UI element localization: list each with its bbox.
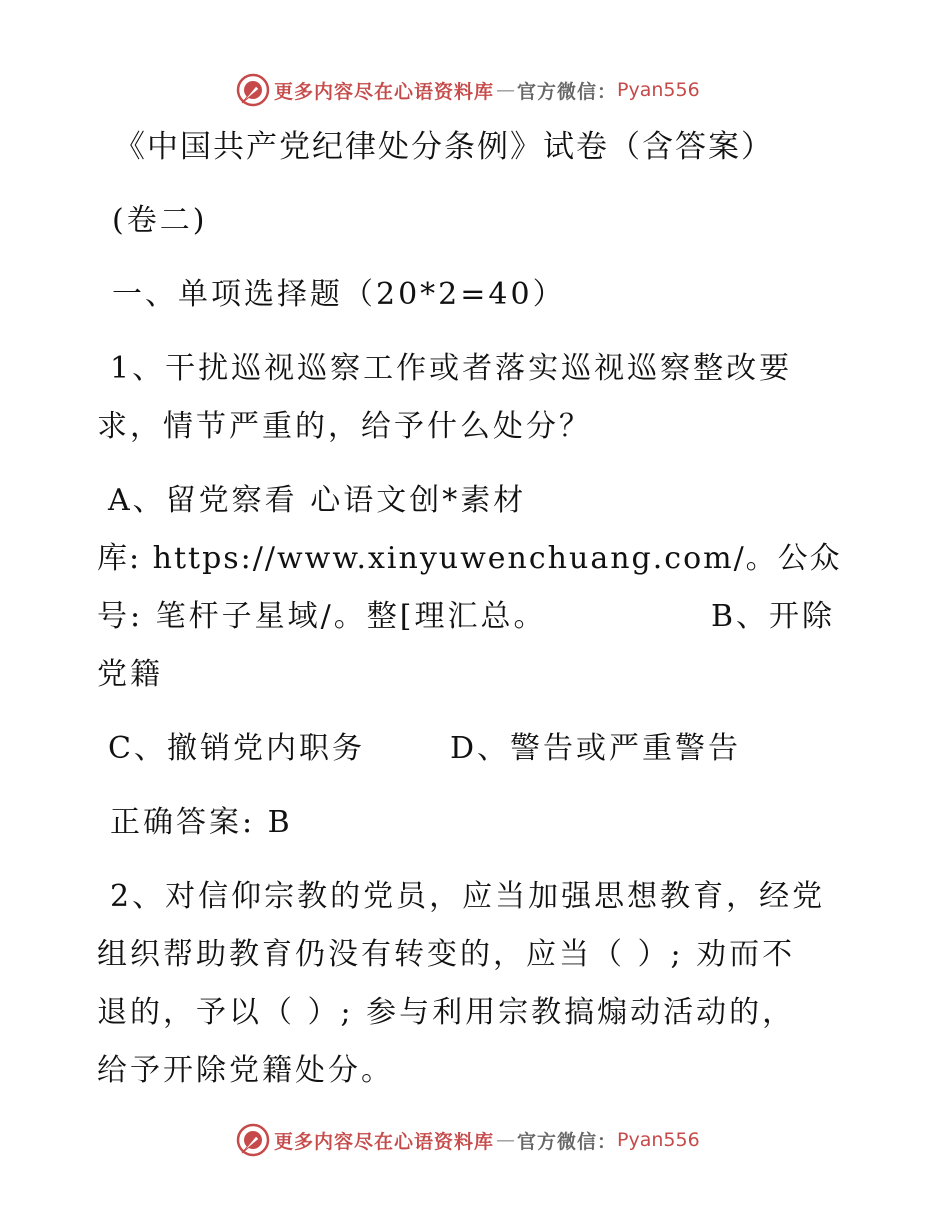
question-1-option-c: C、撤销党内职务	[108, 731, 365, 766]
question-2-line-4: 给予开除党籍处分。	[97, 1053, 394, 1088]
banner-wechat-id: Pyan556	[617, 79, 700, 101]
section-heading: 一、单项选择题（20*2=40）	[112, 277, 566, 312]
question-1-option-a-line-3: 号: 笔杆子星域/。整[理汇总。	[97, 599, 547, 634]
question-1-option-a-line-2: 库: https://www.xinyuwenchuang.com/。公众	[97, 541, 842, 576]
question-1-option-b: B、开除	[711, 599, 836, 634]
question-1-line-2: 求，情节严重的，给予什么处分？	[97, 409, 592, 444]
question-1-line-1: 1、干扰巡视巡察工作或者落实巡视巡察整改要	[110, 351, 793, 386]
question-2-line-3: 退的，予以（ ）; 参与利用宗教搞煽动活动的，	[97, 995, 796, 1030]
quill-logo-icon	[236, 1123, 270, 1157]
banner-brand-text: 更多内容尽在心语资料库	[274, 80, 495, 103]
question-1-option-b-cont: 党籍	[97, 657, 163, 692]
header-watermark-banner	[236, 73, 700, 107]
document-subtitle: (卷二)	[112, 203, 208, 238]
question-2-line-1: 2、对信仰宗教的党员，应当加强思想教育，经党	[110, 879, 826, 914]
footer-watermark-banner	[236, 1123, 700, 1157]
question-1-option-a-line-1: A、留党察看 心语文创*素材	[108, 483, 527, 518]
banner-brand-text: 更多内容尽在心语资料库	[274, 1130, 495, 1153]
question-1-option-d: D、警告或严重警告	[450, 731, 742, 766]
question-1-answer: 正确答案: B	[110, 805, 293, 840]
banner-dash: —	[496, 1129, 516, 1151]
banner-wechat-label: 官方微信：	[517, 1130, 618, 1153]
banner-wechat-label: 官方微信：	[517, 80, 618, 103]
question-2-line-2: 组织帮助教育仍没有转变的，应当（ ）; 劝而不	[97, 937, 796, 972]
document-title: 《中国共产党纪律处分条例》试卷（含答案）	[114, 129, 774, 165]
banner-dash: —	[496, 79, 516, 101]
banner-wechat-id: Pyan556	[617, 1129, 700, 1151]
quill-logo-icon	[236, 73, 270, 107]
